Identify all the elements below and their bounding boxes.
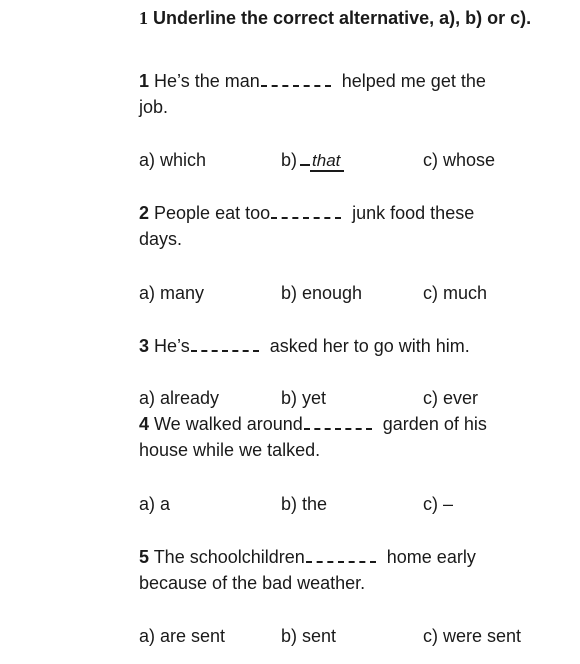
question-number: 2 (139, 203, 150, 223)
answer-blank[interactable] (261, 71, 331, 87)
exercise-number: 1 (139, 8, 148, 28)
option-b[interactable]: b) sent (281, 626, 337, 646)
option-b[interactable]: b) enough (281, 283, 363, 303)
question-2-line-2: days. (139, 229, 183, 249)
option-c[interactable]: c) whose (423, 150, 496, 170)
question-number: 1 (139, 71, 150, 91)
option-a[interactable]: a) many (139, 283, 205, 303)
option-b[interactable]: b) yet (281, 388, 327, 408)
option-a[interactable]: a) are sent (139, 626, 226, 646)
option-b[interactable] (281, 147, 344, 173)
question-text-after: helped me get the (336, 71, 486, 91)
question-text-before: People eat too (149, 203, 271, 223)
question-text-after: asked her to go with him. (264, 336, 470, 356)
option-c[interactable]: c) – (423, 494, 454, 514)
question-1-line-2: job. (139, 97, 169, 117)
question-text-before: He’s (149, 336, 190, 356)
option-b[interactable]: b) the (281, 494, 328, 514)
question-text-before: The schoolchildren (149, 547, 305, 567)
answer-blank[interactable] (304, 414, 372, 430)
option-a[interactable]: a) a (139, 494, 171, 514)
question-number: 4 (139, 414, 150, 434)
option-c[interactable]: c) ever (423, 388, 479, 408)
option-a[interactable]: a) which (139, 150, 207, 170)
question-5-line-2: because of the bad weather. (139, 573, 366, 593)
answer-blank[interactable] (306, 547, 376, 563)
question-1 (139, 68, 559, 94)
answer-blank-dash (300, 162, 310, 166)
answer-blank[interactable] (191, 336, 259, 352)
question-3 (139, 333, 559, 359)
question-text-after: garden of his (377, 414, 487, 434)
option-c[interactable]: c) were sent (423, 626, 522, 646)
question-number: 3 (139, 336, 150, 356)
question-text-before: We walked around (149, 414, 303, 434)
question-5 (139, 544, 559, 570)
question-number: 5 (139, 547, 150, 567)
option-b-label: b) (281, 150, 298, 170)
option-c[interactable]: c) much (423, 283, 488, 303)
answer-blank[interactable] (271, 203, 341, 219)
question-text-after: junk food these (347, 203, 475, 223)
question-text-after: home early (381, 547, 476, 567)
exercise-heading (139, 5, 539, 32)
question-2 (139, 200, 559, 226)
question-text-before: He’s the man (149, 71, 260, 91)
exercise-instruction: Underline the correct alternative, a), b) or c). (148, 8, 532, 28)
handwritten-answer: that (310, 152, 344, 172)
question-4-line-2: house while we talked. (139, 440, 321, 460)
option-a[interactable]: a) already (139, 388, 220, 408)
question-4 (139, 411, 559, 437)
